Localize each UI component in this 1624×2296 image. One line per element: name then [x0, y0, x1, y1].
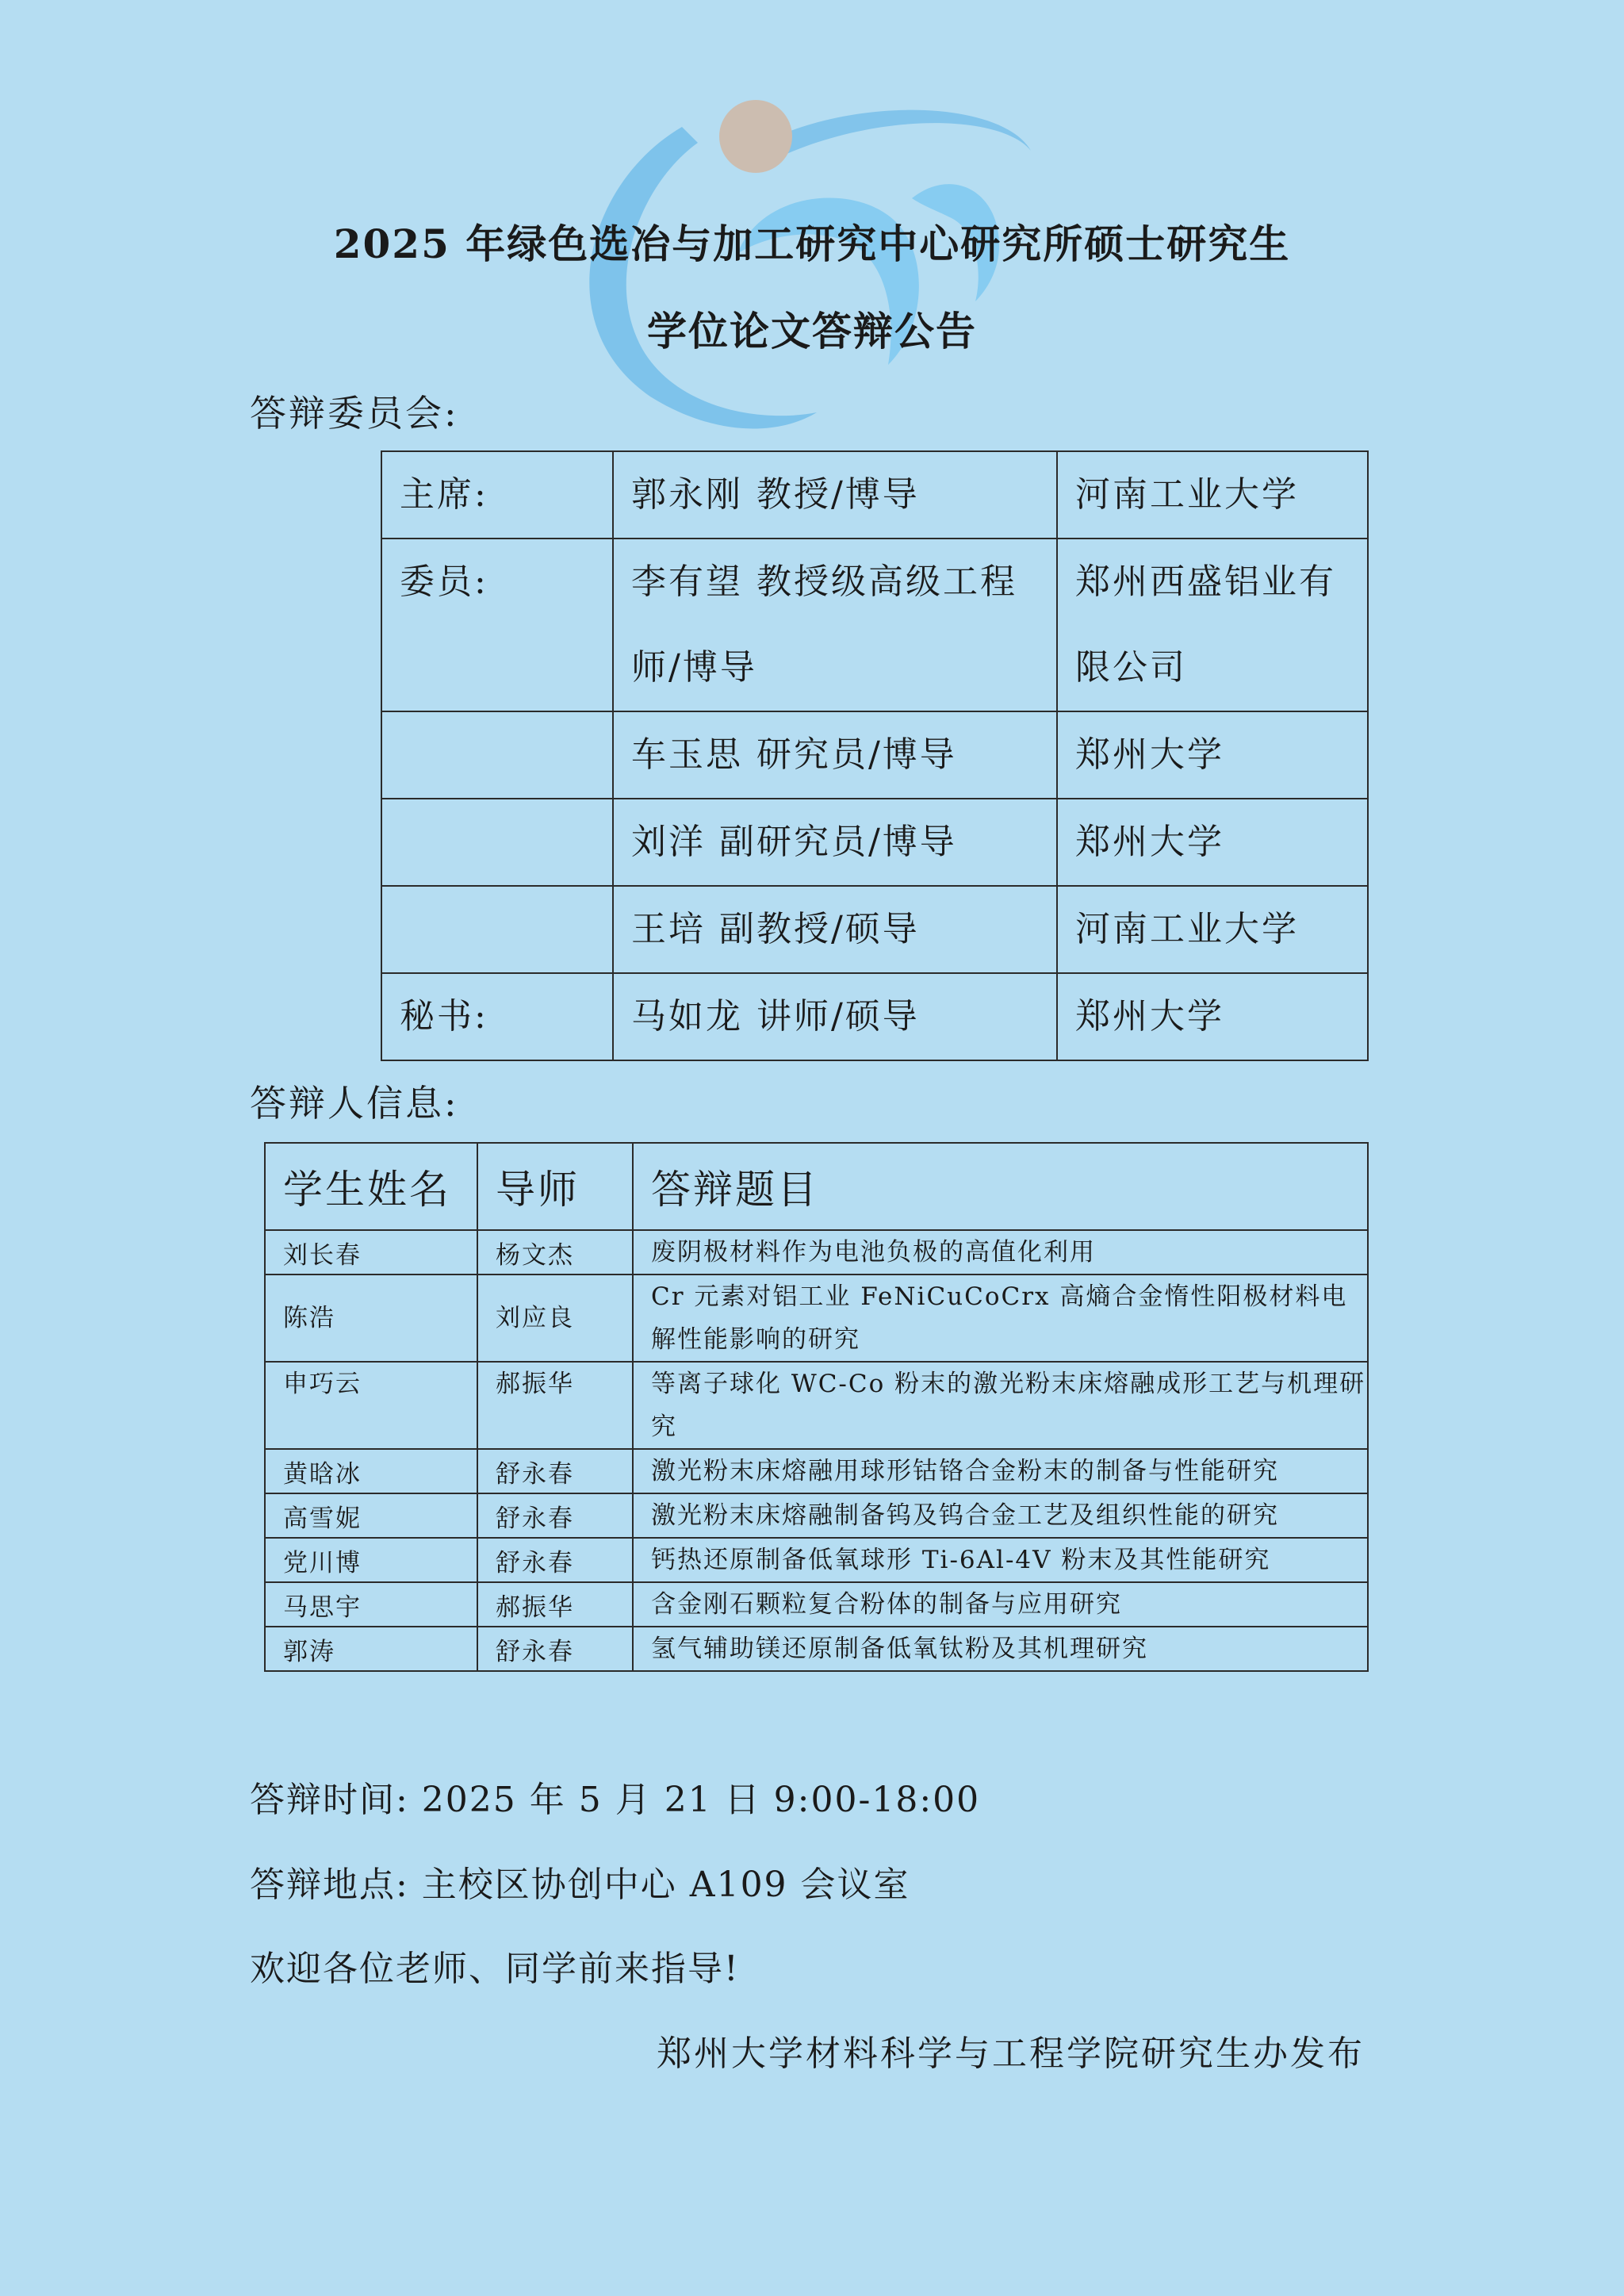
committee-org: 河南工业大学 [1057, 886, 1368, 973]
committee-row [381, 886, 1368, 973]
candidates-section-label: 答辩人信息: [250, 1082, 459, 1125]
table-row [265, 1493, 1368, 1538]
committee-role [381, 799, 613, 886]
thesis-topic: 钙热还原制备低氧球形 Ti-6Al-4V 粉末及其性能研究 [633, 1538, 1368, 1582]
advisor-name: 舒永春 [477, 1627, 633, 1671]
page-title-line-1: 2025 年绿色选冶与加工研究中心研究所硕士研究生 [333, 220, 1291, 267]
advisor-name: 舒永春 [477, 1449, 633, 1493]
committee-member: 刘洋 副研究员/博导 [613, 799, 1057, 886]
student-name: 党川博 [265, 1538, 477, 1582]
header-student-name: 学生姓名 [265, 1143, 477, 1230]
committee-table [381, 450, 1369, 1061]
thesis-topic: 废阴极材料作为电池负极的高值化利用 [633, 1230, 1368, 1274]
committee-role: 秘书: [381, 973, 613, 1060]
table-row [265, 1274, 1368, 1362]
student-name: 申巧云 [265, 1362, 477, 1449]
committee-member: 马如龙 讲师/硕导 [613, 973, 1057, 1060]
student-name: 黄晗冰 [265, 1449, 477, 1493]
table-header-row [265, 1143, 1368, 1230]
advisor-name: 郝振华 [477, 1362, 633, 1449]
committee-org: 郑州大学 [1057, 711, 1368, 799]
committee-role: 委员: [381, 539, 613, 711]
committee-row [381, 711, 1368, 799]
table-row [265, 1582, 1368, 1627]
welcome-message: 欢迎各位老师、同学前来指导! [250, 1949, 740, 1989]
thesis-topic: 氢气辅助镁还原制备低氧钛粉及其机理研究 [633, 1627, 1368, 1671]
publisher-signature: 郑州大学材料科学与工程学院研究生办发布 [657, 2033, 1365, 2074]
table-row [265, 1449, 1368, 1493]
committee-org: 郑州西盛铝业有限公司 [1057, 539, 1368, 711]
committee-role [381, 711, 613, 799]
header-advisor: 导师 [477, 1143, 633, 1230]
table-row [265, 1538, 1368, 1582]
student-name: 高雪妮 [265, 1493, 477, 1538]
thesis-topic: Cr 元素对铝工业 FeNiCuCoCrx 高熵合金惰性阳极材料电解性能影响的研究 [633, 1274, 1368, 1362]
committee-member: 王培 副教授/硕导 [613, 886, 1057, 973]
thesis-topic: 含金刚石颗粒复合粉体的制备与应用研究 [633, 1582, 1368, 1627]
advisor-name: 舒永春 [477, 1538, 633, 1582]
advisor-name: 郝振华 [477, 1582, 633, 1627]
student-name: 陈浩 [265, 1274, 477, 1362]
candidates-table [264, 1142, 1369, 1672]
committee-section-label: 答辩委员会: [250, 392, 459, 435]
committee-role [381, 886, 613, 973]
committee-member: 车玉思 研究员/博导 [613, 711, 1057, 799]
student-name: 刘长春 [265, 1230, 477, 1274]
committee-row [381, 799, 1368, 886]
committee-role: 主席: [381, 451, 613, 539]
header-topic: 答辩题目 [633, 1143, 1368, 1230]
committee-member: 李有望 教授级高级工程师/博导 [613, 539, 1057, 711]
committee-member: 郭永刚 教授/博导 [613, 451, 1057, 539]
student-name: 马思宇 [265, 1582, 477, 1627]
committee-org: 河南工业大学 [1057, 451, 1368, 539]
advisor-name: 舒永春 [477, 1493, 633, 1538]
thesis-topic: 激光粉末床熔融用球形钴铬合金粉末的制备与性能研究 [633, 1449, 1368, 1493]
advisor-name: 刘应良 [477, 1274, 633, 1362]
thesis-topic: 等离子球化 WC-Co 粉末的激光粉末床熔融成形工艺与机理研究 [633, 1362, 1368, 1449]
defense-location: 答辩地点: 主校区协创中心 A109 会议室 [250, 1865, 910, 1905]
committee-row [381, 973, 1368, 1060]
table-row [265, 1362, 1368, 1449]
defense-time: 答辩时间: 2025 年 5 月 21 日 9:00-18:00 [250, 1780, 981, 1820]
committee-row [381, 451, 1368, 539]
committee-row [381, 539, 1368, 711]
table-row [265, 1230, 1368, 1274]
student-name: 郭涛 [265, 1627, 477, 1671]
page-title-line-2: 学位论文答辩公告 [647, 308, 977, 355]
thesis-topic: 激光粉末床熔融制备钨及钨合金工艺及组织性能的研究 [633, 1493, 1368, 1538]
table-row [265, 1627, 1368, 1671]
committee-org: 郑州大学 [1057, 799, 1368, 886]
committee-org: 郑州大学 [1057, 973, 1368, 1060]
advisor-name: 杨文杰 [477, 1230, 633, 1274]
